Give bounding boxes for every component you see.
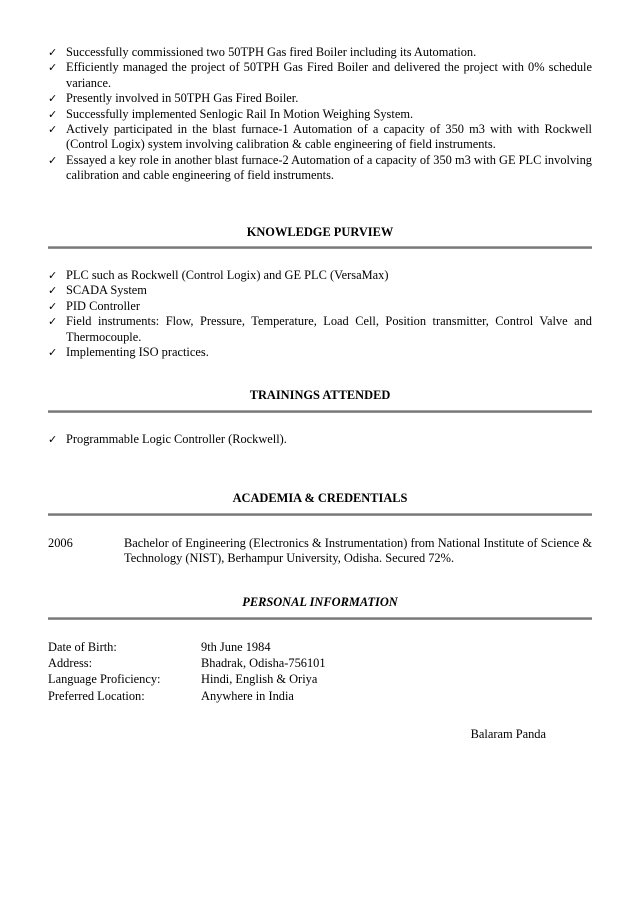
info-row	[48, 655, 592, 671]
personal-heading: PERSONAL INFORMATION	[242, 595, 398, 609]
info-value: 9th June 1984	[201, 640, 271, 654]
list-item: ✓ Field instruments: Flow, Pressure, Temperature, Load Cell, Position transmitter, Control Valve and Thermocouple.	[48, 314, 592, 344]
checkmark-icon: ✓	[48, 123, 58, 137]
info-row	[48, 639, 592, 655]
info-label: Preferred Location:	[48, 688, 145, 703]
info-label: Date of Birth:	[48, 640, 117, 654]
checkmark-icon: ✓	[48, 299, 58, 313]
info-value: Hindi, English & Oriya	[201, 672, 318, 687]
list-item: ✓ Actively participated in the blast furnace-1 Automation of a capacity of 350 m3 with with Rockwell (Control Logix) system involving calibration & cable engineering of field instruments.	[48, 122, 592, 152]
list-item: ✓ Implementing ISO practices.	[48, 345, 209, 360]
checkmark-icon: ✓	[48, 269, 58, 282]
trainings-heading: TRAININGS ATTENDED	[249, 388, 391, 402]
signature-name: Balaram Panda	[470, 727, 546, 741]
trainings-list	[48, 432, 592, 447]
list-item: ✓ Efficiently managed the project of 50TPH Gas Fired Boiler and delivered the project with 0% schedule variance.	[48, 60, 592, 90]
info-row	[48, 671, 592, 687]
checkmark-icon: ✓	[48, 61, 58, 75]
checkmark-icon: ✓	[48, 346, 58, 360]
academia-heading: ACADEMIA & CREDENTIALS	[232, 491, 408, 505]
info-label: Address:	[48, 656, 93, 671]
checkmark-icon: ✓	[48, 46, 58, 59]
list-item: ✓ PID Controller	[48, 298, 140, 313]
section-divider	[48, 246, 592, 249]
checkmark-icon: ✓	[48, 92, 58, 106]
checkmark-icon: ✓	[48, 107, 58, 121]
info-value: Anywhere in India	[201, 688, 294, 703]
degree-description: Bachelor of Engineering (Electronics & Instrumentation) from National Institute of Science & Technology (NIST), Berhampur University, Odisha. Secured 72%.	[124, 536, 592, 566]
checkmark-icon: ✓	[48, 433, 58, 446]
list-item: ✓ Presently involved in 50TPH Gas Fired Boiler.	[48, 91, 299, 106]
checkmark-icon: ✓	[48, 284, 58, 298]
checkmark-icon: ✓	[48, 315, 58, 329]
personal-info-table	[48, 639, 592, 704]
section-divider	[48, 513, 592, 516]
list-item: ✓ Essayed a key role in another blast furnace-2 Automation of a capacity of 350 m3 with GE PLC involving calibration and cable engineering of field instruments.	[48, 152, 592, 183]
list-item: ✓ Successfully commissioned two 50TPH Gas fired Boiler including its Automation.	[48, 45, 477, 59]
knowledge-heading: KNOWLEDGE PURVIEW	[246, 225, 394, 239]
list-item: ✓ Successfully implemented Senlogic Rail In Motion Weighing System.	[48, 106, 414, 121]
info-label: Language Proficiency:	[48, 672, 161, 687]
checkmark-icon: ✓	[48, 153, 58, 167]
list-item: ✓ PLC such as Rockwell (Control Logix) and GE PLC (VersaMax)	[48, 268, 389, 282]
list-item: ✓ Programmable Logic Controller (Rockwell).	[48, 432, 287, 446]
achievements-list	[48, 45, 592, 184]
info-value: Bhadrak, Odisha-756101	[201, 656, 326, 671]
section-divider	[48, 617, 592, 620]
list-item: ✓ SCADA System	[48, 283, 147, 298]
knowledge-list	[48, 268, 592, 360]
degree-year: 2006	[48, 536, 73, 550]
info-row	[48, 688, 592, 704]
section-divider	[48, 410, 592, 413]
